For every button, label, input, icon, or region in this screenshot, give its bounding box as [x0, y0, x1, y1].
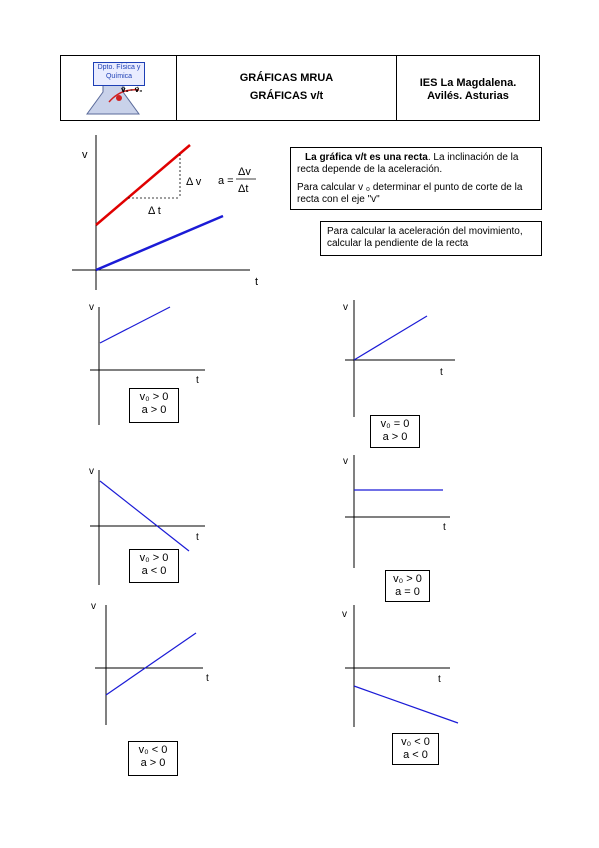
main-vt-graph: [70, 130, 280, 295]
note-box-1: [290, 147, 542, 210]
note-1-bold: La gráfica v/t es una recta: [305, 152, 428, 163]
delta-v-label: Δ v: [186, 176, 202, 188]
note-box-3: [320, 221, 542, 256]
graph-2-cond-1: v₀ = 0: [380, 418, 410, 430]
graph-2-conditions: [370, 415, 420, 448]
graph-3-conditions: [129, 549, 179, 583]
school-line-2: Avilés. Asturias: [427, 90, 509, 102]
graph-5-cond-1: v₀ < 0: [138, 744, 168, 756]
graph-6-cond-1: v₀ < 0: [401, 736, 430, 748]
graph-2-line: [354, 316, 427, 360]
graph-1-conditions: [129, 388, 179, 423]
graph-2-cond-2: a > 0: [382, 431, 408, 443]
formula-denominator: Δt: [238, 183, 249, 195]
graph-1-cond-2: a > 0: [141, 404, 167, 416]
graph-6: [335, 600, 465, 730]
school-cell: [397, 56, 539, 120]
main-t-label: t: [255, 276, 259, 288]
graph-4-v-label: v: [343, 456, 348, 467]
title-line-1: GRÁFICAS MRUA: [239, 72, 334, 84]
graph-4-cond-1: v₀ > 0: [393, 573, 422, 585]
graph-1-t-label: t: [196, 375, 199, 386]
graph-5-line: [106, 633, 196, 695]
graph-6-cond-2: a < 0: [403, 749, 428, 761]
graph-5: [80, 595, 220, 730]
graph-2: [335, 295, 465, 420]
formula-numerator: Δv: [238, 166, 251, 178]
graph-5-conditions: [128, 741, 178, 776]
graph-2-t-label: t: [440, 367, 443, 378]
graph-3-t-label: t: [196, 532, 199, 543]
main-v-label: v: [82, 149, 88, 161]
graph-6-line: [354, 686, 458, 723]
graph-5-cond-2: a > 0: [140, 757, 166, 769]
graph-4: [335, 450, 465, 575]
header-table: [60, 55, 540, 121]
note-2: Para calcular v ₀ determinar el punto de corte de la recta con el eje "v": [297, 182, 523, 205]
graph-6-t-label: t: [438, 674, 441, 685]
graph-4-conditions: [385, 570, 430, 602]
school-line-1: IES La Magdalena.: [419, 77, 517, 89]
logo-cell: [61, 56, 177, 120]
graph-1-v-label: v: [89, 302, 94, 313]
note-1: [297, 152, 535, 176]
graph-3-cond-2: a < 0: [141, 565, 167, 577]
graph-4-cond-2: a = 0: [395, 586, 420, 598]
formula-a: a =: [218, 175, 234, 187]
graph-2-v-label: v: [343, 302, 348, 313]
graph-6-v-label: v: [342, 609, 347, 620]
graph-6-conditions: [392, 733, 439, 765]
note-1-rest: . La inclinación de la recta depende de la aceleración.: [297, 152, 519, 175]
graph-1-cond-1: v₀ > 0: [139, 391, 169, 403]
main-red-line: [96, 145, 190, 225]
logo-formula: v⃗₁ - v⃗₀: [121, 87, 143, 94]
delta-t-label: Δ t: [148, 205, 161, 217]
graph-3-v-label: v: [89, 466, 94, 477]
logo-label: Dpto. Física y Química: [93, 62, 145, 86]
title-cell: [177, 56, 397, 120]
graph-4-t-label: t: [443, 522, 446, 533]
main-blue-line: [96, 216, 223, 270]
graph-5-t-label: t: [206, 673, 209, 684]
graph-1-line: [100, 307, 170, 343]
graph-5-v-label: v: [91, 601, 96, 612]
note-3: Para calcular la aceleración del movimiento, calcular la pendiente de la recta: [327, 226, 523, 249]
graph-3-cond-1: v₀ > 0: [139, 552, 169, 564]
title-line-2: GRÁFICAS v/t: [249, 90, 324, 102]
graph-3-line: [100, 481, 189, 551]
